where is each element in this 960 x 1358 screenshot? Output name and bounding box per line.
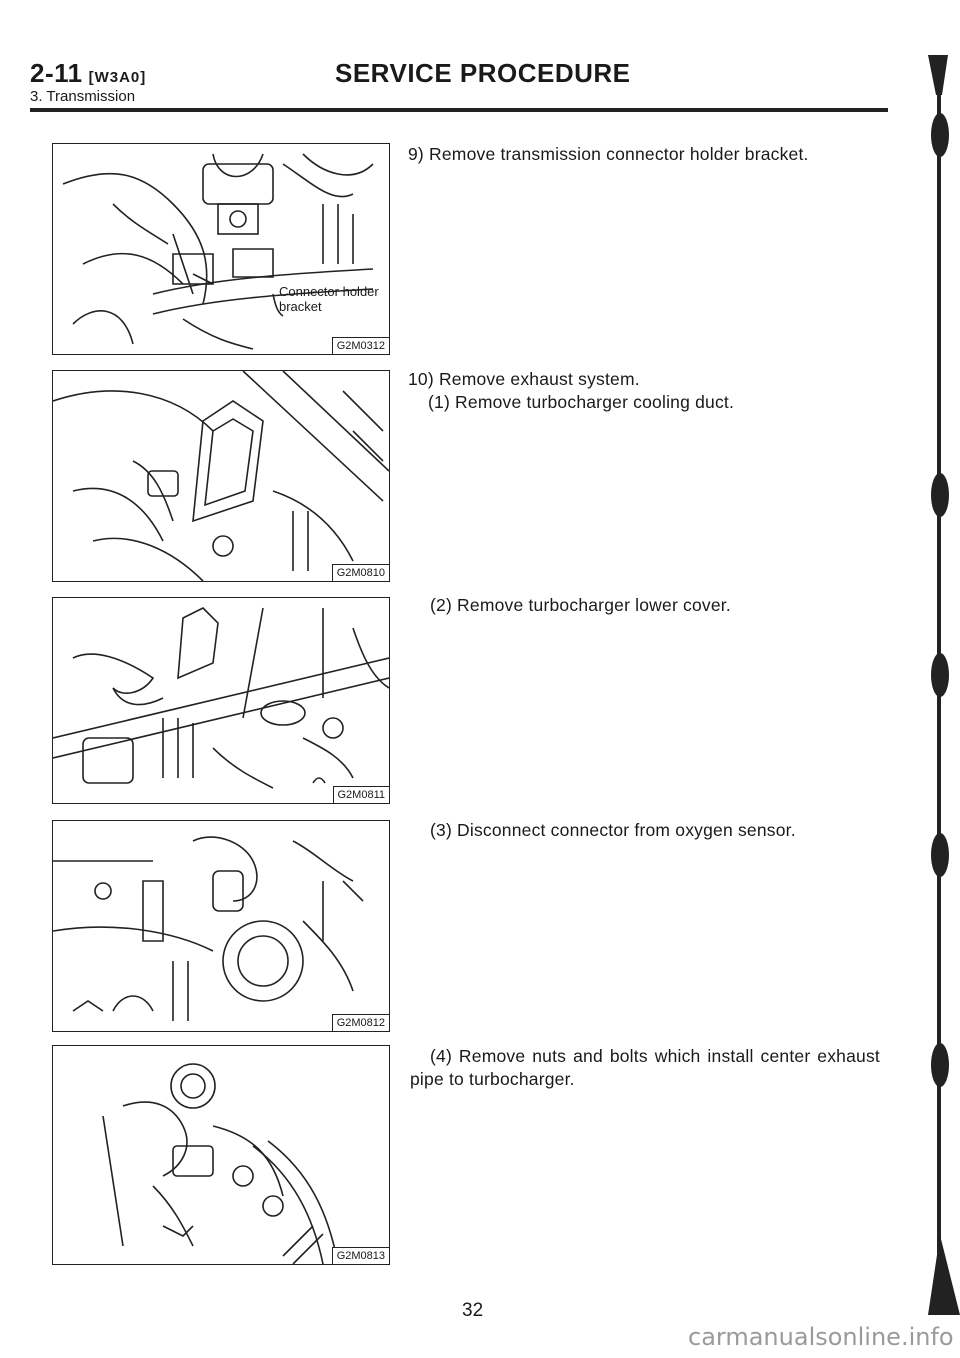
engine-illustration — [53, 821, 389, 1031]
engine-illustration — [53, 598, 389, 803]
page-title: SERVICE PROCEDURE — [335, 58, 631, 88]
page-number: 32 — [462, 1300, 484, 1321]
watermark: carmanualsonline.info — [688, 1323, 954, 1351]
figure-connector-holder-bracket — [52, 143, 390, 355]
engine-illustration — [53, 1046, 389, 1264]
figure-code: G2M0813 — [332, 1247, 390, 1265]
figure-code: G2M0812 — [332, 1014, 390, 1032]
figure-code: G2M0811 — [333, 786, 391, 804]
step-9: 9) Remove transmission connector holder bracket. — [408, 144, 809, 164]
header-rule — [30, 108, 888, 112]
figure-exhaust-pipe — [52, 1045, 390, 1265]
figure-cooling-duct — [52, 370, 390, 582]
step-10-2: (2) Remove turbocharger lower cover. — [430, 595, 731, 615]
step-10-4: (4) Remove nuts and bolts which install center exhaust pipe to turbocharger. — [410, 1046, 880, 1089]
figure-code: G2M0312 — [332, 337, 390, 355]
engine-illustration — [53, 371, 389, 581]
figure-oxygen-sensor — [52, 820, 390, 1032]
section-number — [30, 58, 146, 89]
figure-callout: Connector holder bracket — [279, 284, 379, 314]
step-10-3: (3) Disconnect connector from oxygen sensor. — [430, 820, 796, 840]
section-number-text: 2-11 — [30, 58, 83, 88]
step-10: 10) Remove exhaust system. — [408, 369, 640, 389]
binding-edge-marks — [928, 55, 960, 1315]
figure-lower-cover — [52, 597, 390, 804]
section-code: [W3A0] — [88, 69, 147, 86]
figure-code: G2M0810 — [332, 564, 390, 582]
engine-illustration — [53, 144, 389, 354]
step-10-1: (1) Remove turbocharger cooling duct. — [428, 392, 735, 412]
subsection-title: 3. Transmission — [30, 88, 136, 105]
